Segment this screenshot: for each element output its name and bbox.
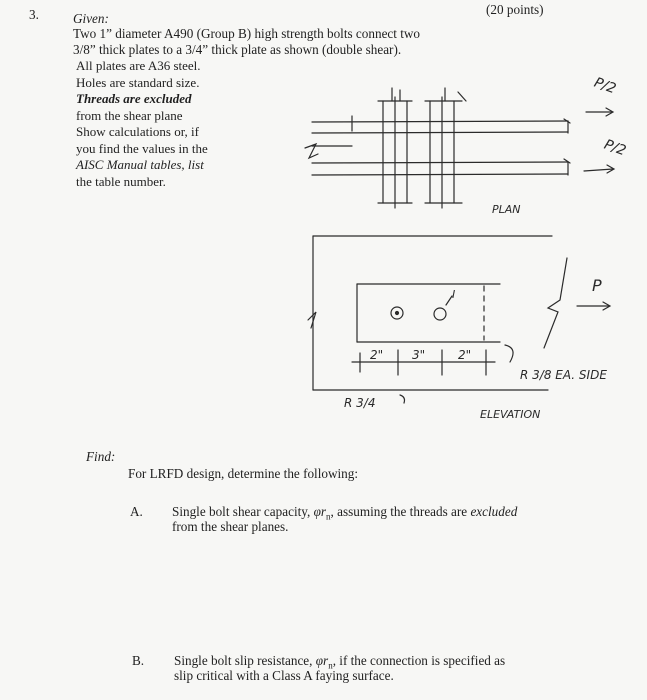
item-b-letter: B.: [132, 653, 145, 668]
plate-outer-label: R 3/8 EA. SIDE: [520, 368, 607, 382]
item-a-line2: from the shear planes.: [172, 519, 289, 534]
load-half-top-label: P/2: [591, 74, 619, 98]
given-item: Holes are standard size.: [76, 74, 200, 90]
elevation-label: ELEVATION: [480, 408, 541, 421]
find-intro: For LRFD design, determine the following:: [128, 466, 359, 481]
item-a-letter: A.: [130, 504, 143, 519]
given-item: All plates are A36 steel.: [76, 58, 201, 73]
load-half-bottom-label: P/2: [601, 136, 629, 160]
find-label: Find:: [86, 449, 116, 464]
dim-spacing: 3": [412, 348, 426, 362]
given-label: Given:: [73, 11, 109, 26]
plan-view: [305, 88, 614, 208]
given-item: the table number.: [76, 173, 166, 189]
given-item: you find the values in the: [76, 140, 208, 156]
plate-center-label: R 3/4: [344, 396, 376, 410]
plan-label: PLAN: [492, 203, 521, 216]
given-item: AISC Manual tables, list: [76, 157, 204, 172]
load-full-label: P: [592, 276, 602, 295]
item-a-text: Single bolt shear capacity, $\varphi r_n$, assuming the threads are excluded: [172, 504, 518, 522]
dim-edge-left: 2": [370, 348, 384, 362]
problem-number: 3.: [29, 7, 39, 22]
dim-edge-right: 2": [458, 348, 472, 362]
given-line-1: Two 1” diameter A490 (Group B) high strength bolts connect two: [73, 26, 421, 41]
points-label: (20 points): [486, 2, 544, 17]
given-item: from the shear plane: [76, 107, 183, 123]
given-line-2: 3/8” thick plates to a 3/4” thick plate as shown (double shear).: [73, 42, 402, 57]
bolt-mark: I: [452, 288, 456, 301]
given-item: Threads are excluded: [76, 91, 192, 106]
item-b-text: Single bolt slip resistance, $\varphi r_n$, if the connection is specified as: [174, 653, 506, 671]
item-b-line2: slip critical with a Class A faying surface.: [174, 668, 394, 683]
given-item: Show calculations or, if: [76, 124, 199, 139]
